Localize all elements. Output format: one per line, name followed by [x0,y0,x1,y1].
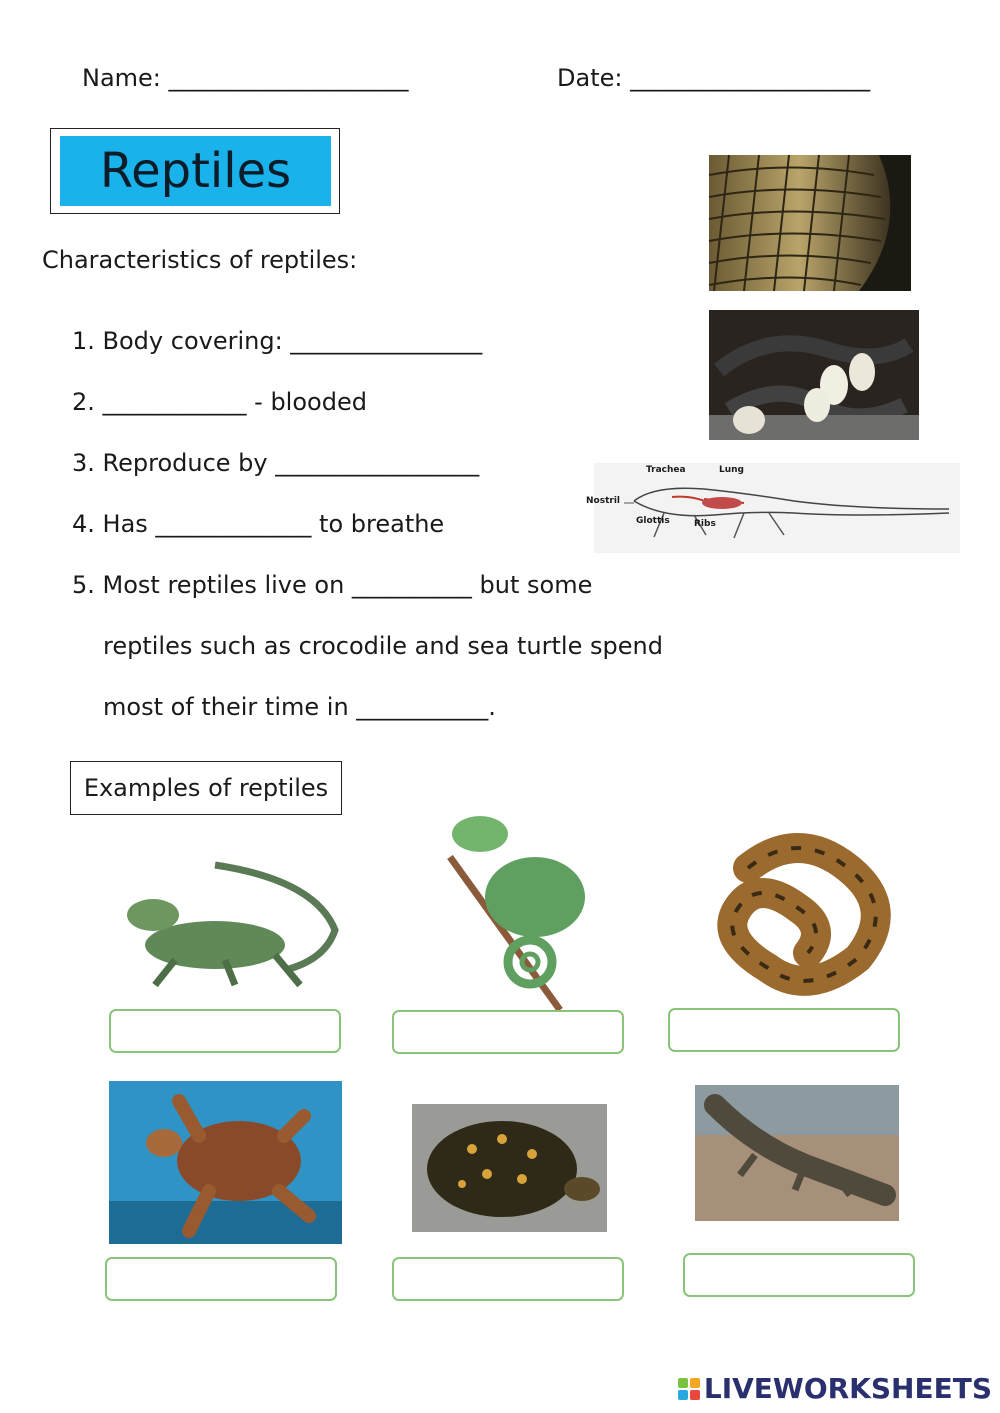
answer-box-chameleon[interactable] [392,1010,624,1054]
scales-image [709,155,911,291]
characteristic-item-5-line-3: most of their time in ___________. [103,693,496,721]
page-title: Reptiles [60,136,331,206]
examples-heading: Examples of reptiles [70,761,342,815]
answer-box-python[interactable] [668,1008,900,1052]
characteristic-item-1: 1. Body covering: ________________ [72,327,483,355]
snake-eggs-image [709,310,919,440]
crocodile-image [695,1085,899,1221]
characteristic-item-3: 3. Reproduce by _________________ [72,449,480,477]
characteristic-item-5: 5. Most reptiles live on __________ but some [72,571,593,599]
answer-box-box-turtle[interactable] [392,1257,624,1301]
respiratory-diagram [586,463,960,553]
title-frame [50,128,340,214]
characteristics-heading: Characteristics of reptiles: [42,246,358,274]
diagram-label-glottis: Glottis [636,516,670,526]
diagram-label-lung: Lung [719,465,744,475]
answer-box-crocodile[interactable] [683,1253,915,1297]
sea-turtle-image [109,1081,342,1244]
box-turtle-image [412,1104,607,1232]
date-field-label: Date: ____________________ [557,64,871,92]
logo-grid-icon [678,1378,700,1400]
diagram-label-trachea: Trachea [646,465,686,475]
diagram-label-nostril: Nostril [586,496,620,506]
python-image [688,828,902,996]
liveworksheets-logo[interactable] [678,1372,992,1405]
answer-box-iguana[interactable] [109,1009,341,1053]
characteristic-item-5-line-2: reptiles such as crocodile and sea turtle spend [103,632,663,660]
iguana-image [115,860,343,990]
name-field-label: Name: ____________________ [82,64,409,92]
answer-box-sea-turtle[interactable] [105,1257,337,1301]
characteristic-item-2: 2. ____________ - blooded [72,388,367,416]
chameleon-image [440,812,590,1012]
logo-text: LIVEWORKSHEETS [703,1372,992,1405]
characteristic-item-4: 4. Has _____________ to breathe [72,510,445,538]
diagram-label-ribs: Ribs [694,519,716,529]
